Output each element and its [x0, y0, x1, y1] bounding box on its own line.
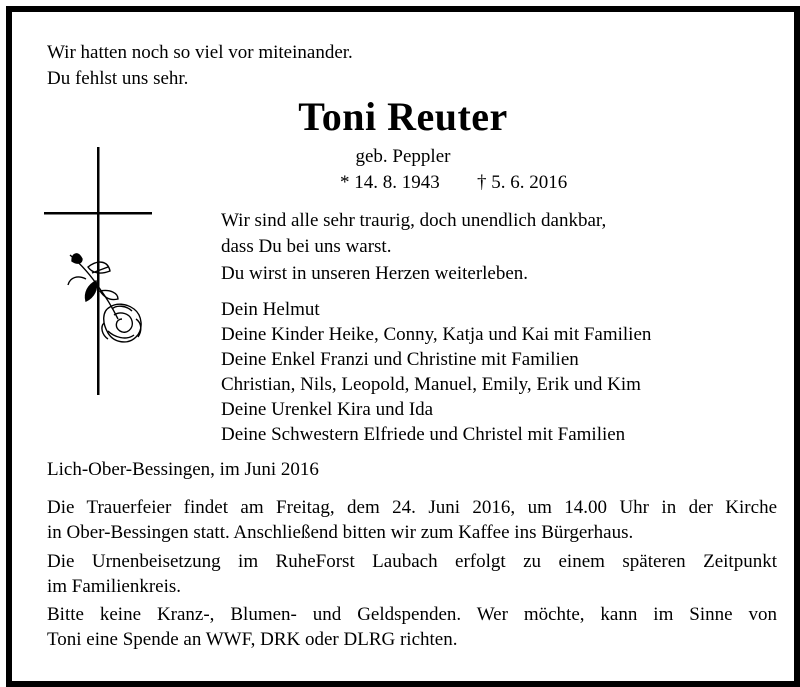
- message-line-3: Du wirst in unseren Herzen weiterleben.: [221, 263, 529, 284]
- place-date: Lich-Ober-Bessingen, im Juni 2016: [47, 459, 319, 480]
- mourner-line: Christian, Nils, Leopold, Manuel, Emily, Erik und Kim: [221, 374, 641, 395]
- mourner-line: Deine Schwestern Elfriede und Christel mit Familien: [221, 424, 626, 445]
- message-line-2: dass Du bei uns warst.: [221, 236, 392, 257]
- burial-line-2: im Familienkreis.: [47, 576, 182, 597]
- mourner-line: Dein Helmut: [221, 299, 320, 320]
- message-line-1: Wir sind alle sehr traurig, doch unendlich dankbar,: [221, 210, 607, 231]
- rose-icon: [68, 254, 141, 342]
- service-line-2: in Ober-Bessingen statt. Anschließend bitten wir zum Kaffee ins Bürgerhaus.: [47, 522, 634, 543]
- donations-line-2: Toni eine Spende an WWF, DRK oder DLRG richten.: [47, 629, 458, 650]
- donations-line-1: Bitte keine Kranz-, Blumen- und Geldspenden. Wer möchte, kann im Sinne von: [47, 604, 777, 625]
- death-date: † 5. 6. 2016: [477, 172, 568, 193]
- mourner-line: Deine Kinder Heike, Conny, Katja und Kai mit Familien: [221, 324, 652, 345]
- intro-line-1: Wir hatten noch so viel vor miteinander.: [47, 42, 353, 63]
- cross-with-rose-icon: [42, 147, 162, 397]
- obituary-frame: [6, 6, 800, 687]
- maiden-name: geb. Peppler: [355, 146, 451, 167]
- burial-line-1: Die Urnenbeisetzung im RuheForst Laubach erfolgt zu einem späteren Zeitpunkt: [47, 551, 777, 572]
- deceased-name: Toni Reuter: [298, 94, 508, 139]
- birth-date: * 14. 8. 1943: [340, 172, 440, 193]
- mourner-line: Deine Urenkel Kira und Ida: [221, 399, 434, 420]
- intro-line-2: Du fehlst uns sehr.: [47, 68, 189, 89]
- mourner-line: Deine Enkel Franzi und Christine mit Familien: [221, 349, 579, 370]
- service-line-1: Die Trauerfeier findet am Freitag, dem 24. Juni 2016, um 14.00 Uhr in der Kirche: [47, 497, 777, 518]
